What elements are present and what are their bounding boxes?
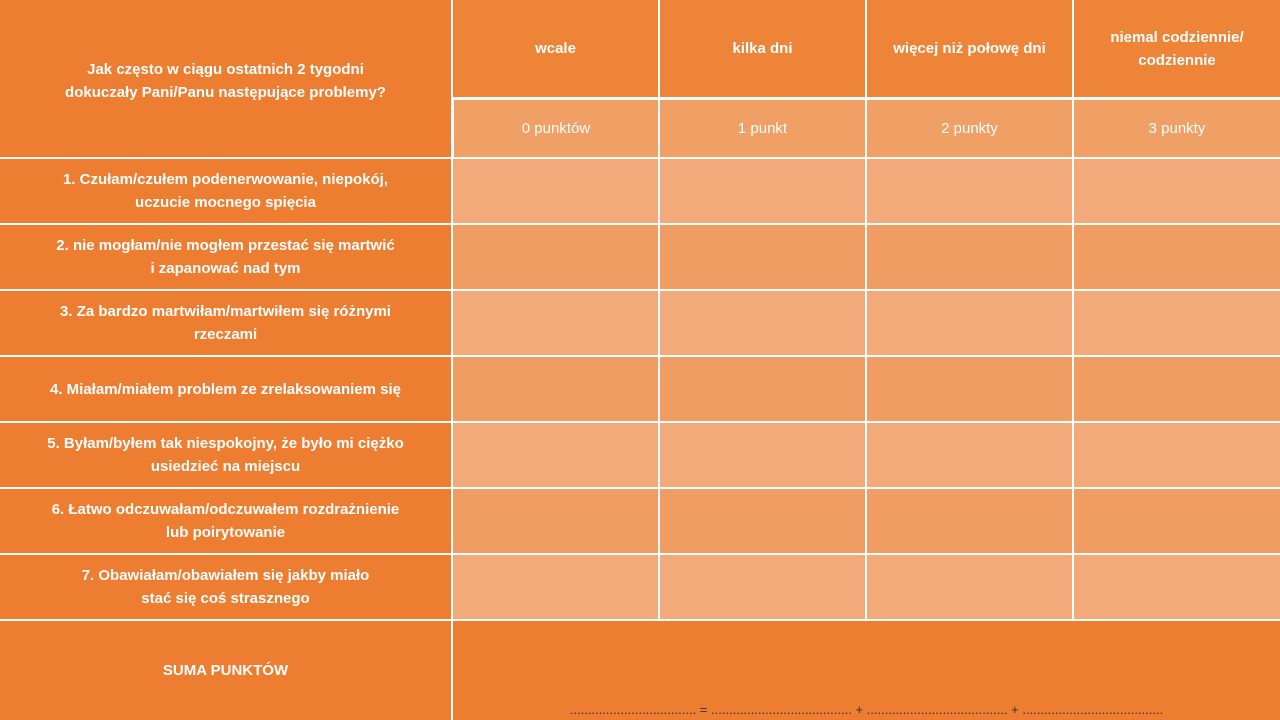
answer-cell-3-2[interactable]	[867, 291, 1072, 355]
points-label: 2 punkty	[941, 120, 998, 137]
answer-cell-3-3[interactable]	[1074, 291, 1280, 355]
answer-cell-1-2[interactable]	[867, 159, 1072, 223]
answer-cell-2-1[interactable]	[660, 225, 865, 289]
answer-cell-3-1[interactable]	[660, 291, 865, 355]
points-cell-0	[454, 100, 658, 157]
sum-label-cell	[0, 621, 451, 720]
question-text-line1: 2. nie mogłam/nie mogłem przestać się martwić	[56, 237, 395, 254]
answer-cell-5-0[interactable]	[453, 423, 658, 487]
answer-cell-6-0[interactable]	[453, 489, 658, 553]
column-header-wcale	[453, 0, 658, 97]
answer-cell-7-3[interactable]	[1074, 555, 1280, 619]
question-6	[0, 489, 451, 553]
column-header-label-line2: codziennie	[1138, 51, 1216, 69]
answer-cell-4-3[interactable]	[1074, 357, 1280, 421]
question-text-line2: rzeczami	[193, 326, 258, 343]
answer-cell-1-1[interactable]	[660, 159, 865, 223]
column-header-label: wcale	[535, 40, 576, 57]
sum-label: SUMA PUNKTÓW	[162, 662, 289, 679]
question-text-line2: uczucie mocnego spięcia	[135, 194, 316, 211]
points-cell-1	[660, 100, 865, 157]
answer-cell-4-1[interactable]	[660, 357, 865, 421]
question-4	[0, 357, 451, 421]
answer-cell-5-3[interactable]	[1074, 423, 1280, 487]
question-text-line1: 1. Czułam/czułem podenerwowanie, niepokój,	[62, 171, 389, 188]
question-text-line1: 3. Za bardzo martwiłam/martwiłem się różnymi	[60, 303, 391, 320]
question-header-line1: Jak często w ciągu ostatnich 2 tygodni	[87, 60, 364, 78]
question-5	[0, 423, 451, 487]
question-text-line2: lub poirytowanie	[165, 524, 286, 541]
points-cell-2	[867, 100, 1072, 157]
answer-cell-1-3[interactable]	[1074, 159, 1280, 223]
question-text-line2: stać się coś strasznego	[141, 590, 310, 607]
answer-cell-4-0[interactable]	[453, 357, 658, 421]
sum-formula: ................................... = ....................................... + ....................................... + .......................................	[569, 702, 1164, 717]
question-3	[0, 291, 451, 355]
points-label: 1 punkt	[737, 120, 788, 137]
answer-cell-7-1[interactable]	[660, 555, 865, 619]
answer-cell-7-2[interactable]	[867, 555, 1072, 619]
column-header-kilka-dni	[660, 0, 865, 97]
column-header-label: więcej niż połowę dni	[893, 40, 1046, 57]
column-header-wiecej-niz-polowe-dni	[867, 0, 1072, 97]
answer-cell-2-2[interactable]	[867, 225, 1072, 289]
column-header-label-line1: niemal codziennie/	[1110, 28, 1244, 46]
question-1	[0, 159, 451, 223]
points-label: 3 punkty	[1148, 120, 1206, 137]
answer-cell-1-0[interactable]	[453, 159, 658, 223]
answer-cell-6-2[interactable]	[867, 489, 1072, 553]
column-header-niemal-codziennie	[1074, 0, 1280, 97]
question-text-line1: 5. Byłam/byłem tak niespokojny, że było mi ciężko	[47, 435, 404, 452]
question-text-line2: usiedzieć na miejscu	[150, 458, 301, 475]
sum-area[interactable]	[453, 621, 1280, 720]
question-header-line2: dokuczały Pani/Panu następujące problemy?	[65, 83, 386, 101]
answer-cell-4-2[interactable]	[867, 357, 1072, 421]
answer-cell-2-0[interactable]	[453, 225, 658, 289]
answer-cell-7-0[interactable]	[453, 555, 658, 619]
points-cell-3	[1074, 100, 1280, 157]
question-2	[0, 225, 451, 289]
answer-cell-6-1[interactable]	[660, 489, 865, 553]
answer-cell-3-0[interactable]	[453, 291, 658, 355]
column-header-label: kilka dni	[732, 40, 793, 57]
question-7	[0, 555, 451, 619]
question-text-line1: 7. Obawiałam/obawiałem się jakby miało	[81, 567, 370, 584]
answer-cell-6-3[interactable]	[1074, 489, 1280, 553]
question-text-line2: i zapanować nad tym	[150, 260, 301, 277]
points-label: 0 punktów	[521, 120, 591, 137]
question-header	[0, 0, 451, 157]
answer-cell-5-2[interactable]	[867, 423, 1072, 487]
question-text-line1: 4. Miałam/miałem problem ze zrelaksowaniem się	[50, 380, 401, 398]
question-text-line1: 6. Łatwo odczuwałam/odczuwałem rozdrażnienie	[51, 501, 400, 518]
answer-cell-5-1[interactable]	[660, 423, 865, 487]
answer-cell-2-3[interactable]	[1074, 225, 1280, 289]
